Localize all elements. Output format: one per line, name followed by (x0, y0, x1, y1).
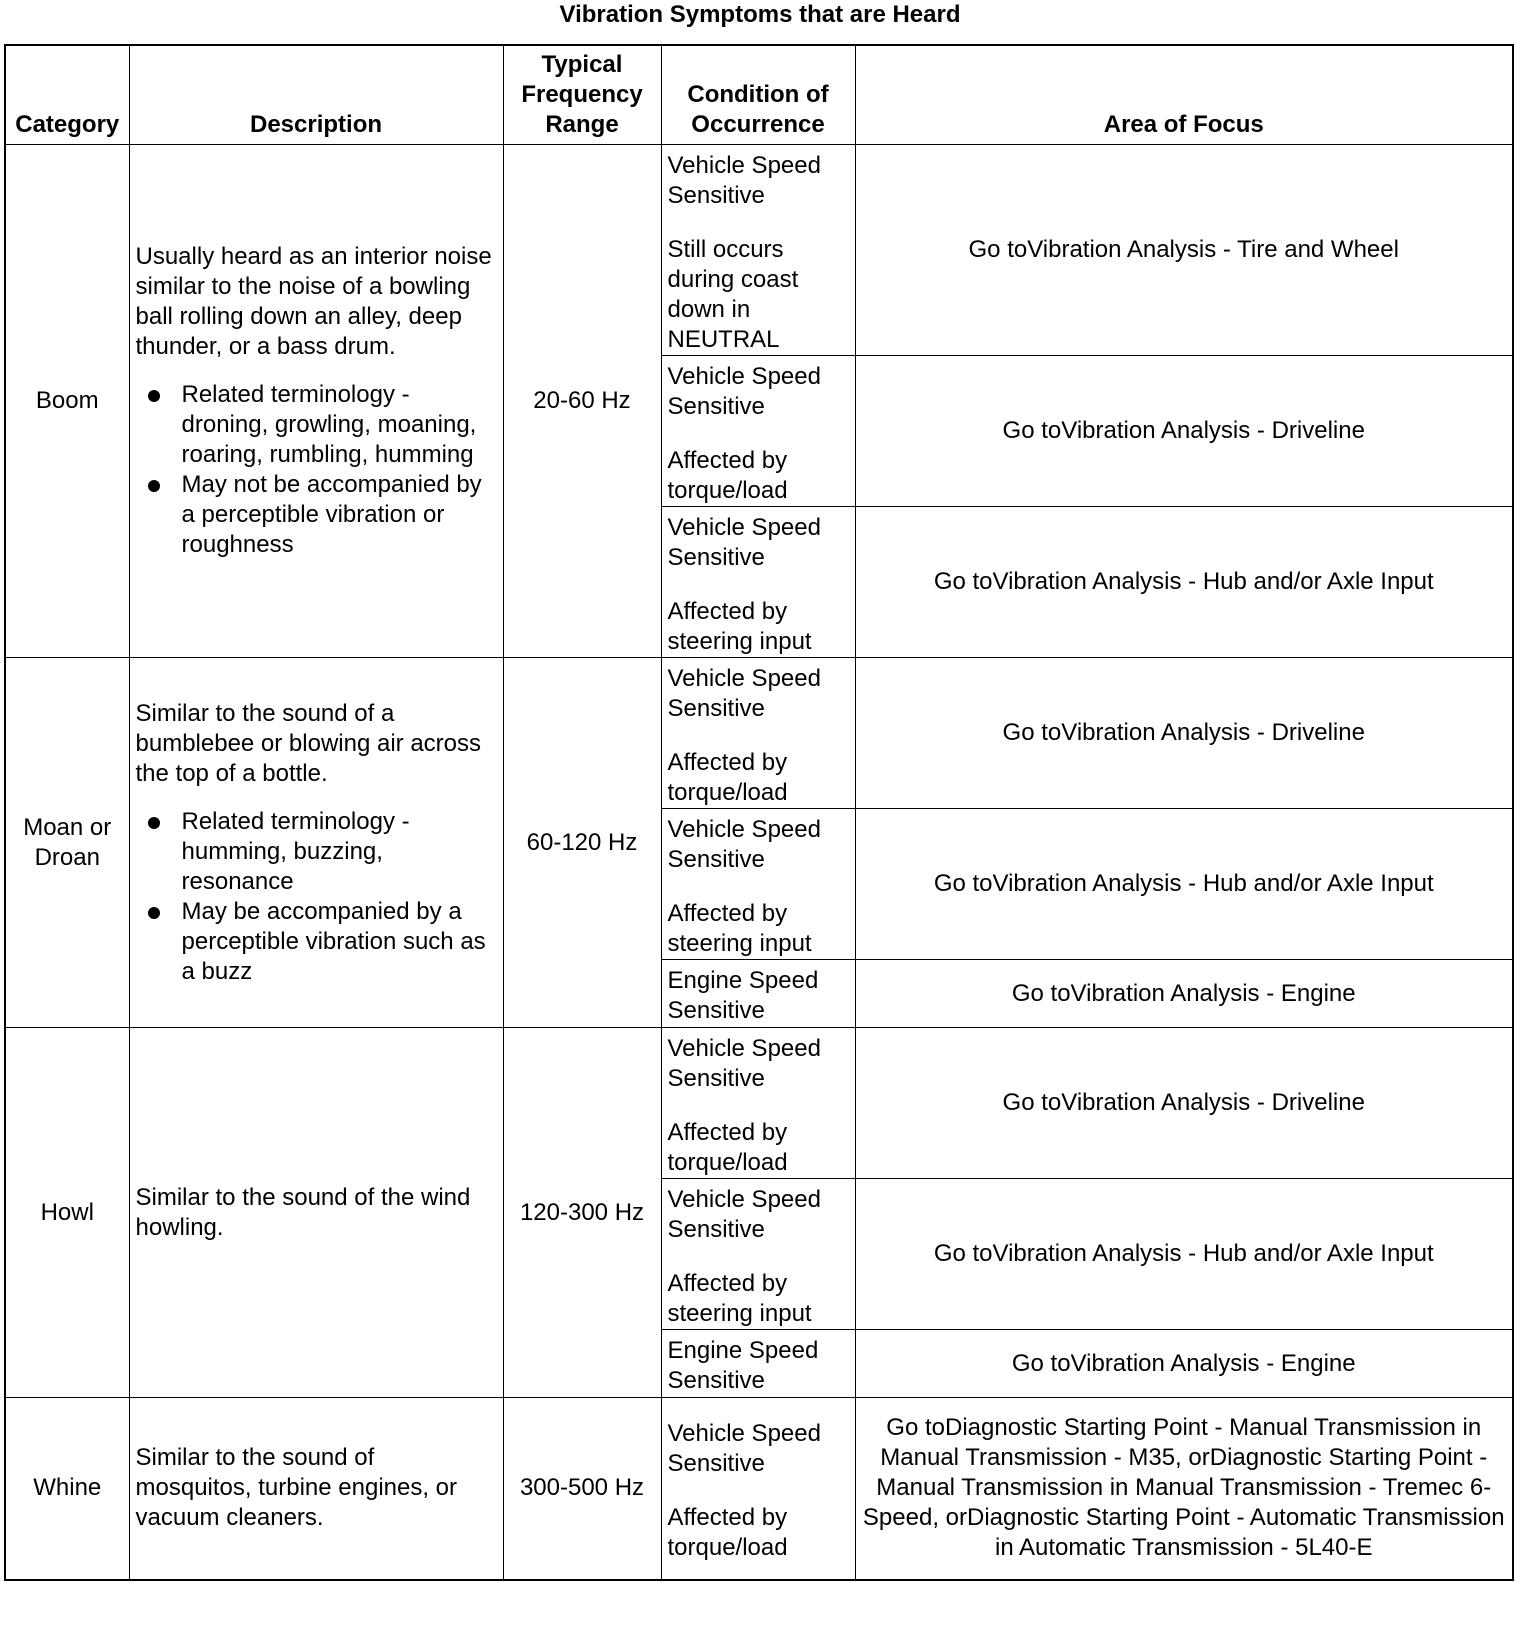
condition-cell (661, 1179, 855, 1330)
condition-text: Engine Speed Sensitive (667, 967, 819, 1024)
table-body (5, 145, 1513, 1580)
condition-cell (661, 507, 855, 658)
bullet-item: Related terminology - humming, buzzing, resonance (182, 807, 497, 897)
frequency-cell: 60-120 Hz (503, 658, 661, 1028)
condition-text: Vehicle Speed Sensitive (667, 665, 821, 722)
frequency-cell: 120-300 Hz (503, 1028, 661, 1398)
condition-cell (661, 1330, 855, 1398)
area-of-focus-cell: Go toVibration Analysis - Driveline (855, 1028, 1513, 1179)
table-row (5, 658, 1513, 809)
area-of-focus-cell: Go toVibration Analysis - Hub and/or Axle Input (855, 1179, 1513, 1330)
description-bullets (136, 380, 497, 560)
category-cell: Howl (5, 1028, 129, 1398)
area-of-focus-cell: Go toVibration Analysis - Engine (855, 960, 1513, 1028)
bullet-item: May not be accompanied by a perceptible vibration or roughness (182, 470, 497, 560)
header-condition: Condition of Occurrence (661, 45, 855, 145)
category-cell: Moan or Droan (5, 658, 129, 1028)
condition-text: Affected by torque/load (667, 447, 788, 504)
frequency-cell: 20-60 Hz (503, 145, 661, 658)
condition-text: Affected by steering input (667, 900, 812, 957)
table-row (5, 145, 1513, 356)
condition-text: Vehicle Speed Sensitive (667, 1420, 821, 1478)
condition-text: Engine Speed Sensitive (667, 1337, 819, 1394)
header-row (5, 45, 1513, 145)
table-row (5, 1398, 1513, 1580)
category-cell: Boom (5, 145, 129, 658)
description-cell (129, 1398, 503, 1580)
area-of-focus-cell: Go toVibration Analysis - Engine (855, 1330, 1513, 1398)
condition-text: Vehicle Speed Sensitive (667, 816, 821, 873)
area-of-focus-cell: Go toVibration Analysis - Hub and/or Axle Input (855, 507, 1513, 658)
condition-cell (661, 356, 855, 507)
header-description: Description (129, 45, 503, 145)
area-of-focus-cell: Go toVibration Analysis - Driveline (855, 356, 1513, 507)
condition-text: Vehicle Speed Sensitive (667, 1186, 821, 1243)
area-of-focus-cell: Go toVibration Analysis - Driveline (855, 658, 1513, 809)
condition-cell (661, 960, 855, 1028)
vibration-symptoms-table (4, 44, 1514, 1581)
condition-text: Vehicle Speed Sensitive (667, 152, 821, 209)
description-cell (129, 658, 503, 1028)
condition-text: Vehicle Speed Sensitive (667, 1035, 821, 1092)
description-cell (129, 145, 503, 658)
condition-text: Vehicle Speed Sensitive (667, 514, 821, 571)
condition-text: Affected by steering input (667, 598, 812, 655)
table-row (5, 1028, 1513, 1179)
category-cell: Whine (5, 1398, 129, 1580)
area-of-focus-cell: Go toVibration Analysis - Tire and Wheel (855, 145, 1513, 356)
description-text: Similar to the sound of a bumblebee or blowing air across the top of a bottle. (135, 699, 482, 787)
description-text: Similar to the sound of mosquitos, turbine engines, or vacuum cleaners. (135, 1444, 458, 1532)
description-cell (129, 1028, 503, 1398)
document-title: Vibration Symptoms that are Heard (559, 1, 961, 28)
bullet-item: Related terminology - droning, growling, moaning, roaring, rumbling, humming (182, 380, 497, 470)
area-of-focus-cell: Go toDiagnostic Starting Point - Manual Transmission in Manual Transmission - M35, orDiagnostic Starting Point - Manual Transmission in Manual Transmission - Tremec 6-Speed, orDiagnostic Starting Point - Automatic Transmission in Automatic Transmission - 5L40-E (855, 1398, 1513, 1580)
condition-text: Affected by torque/load (667, 749, 788, 806)
header-area: Area of Focus (855, 45, 1513, 145)
condition-text: Affected by steering input (667, 1270, 812, 1327)
description-text: Usually heard as an interior noise similar to the noise of a bowling ball rolling down an alley, deep thunder, or a bass drum. (135, 243, 492, 360)
condition-text: Still occurs during coast down in NEUTRAL (667, 236, 799, 353)
header-category: Category (5, 45, 129, 145)
condition-text: Affected by torque/load (667, 1504, 788, 1562)
condition-cell (661, 809, 855, 960)
header-frequency: Typical Frequency Range (503, 45, 661, 145)
condition-cell (661, 145, 855, 356)
area-of-focus-cell: Go toVibration Analysis - Hub and/or Axle Input (855, 809, 1513, 960)
bullet-item: May be accompanied by a perceptible vibration such as a buzz (182, 897, 497, 987)
condition-text: Affected by torque/load (667, 1119, 788, 1176)
description-bullets (136, 807, 497, 987)
frequency-cell: 300-500 Hz (503, 1398, 661, 1580)
description-text: Similar to the sound of the wind howling. (135, 1183, 471, 1241)
condition-cell (661, 1398, 855, 1580)
condition-text: Vehicle Speed Sensitive (667, 363, 821, 420)
condition-cell (661, 658, 855, 809)
condition-cell (661, 1028, 855, 1179)
